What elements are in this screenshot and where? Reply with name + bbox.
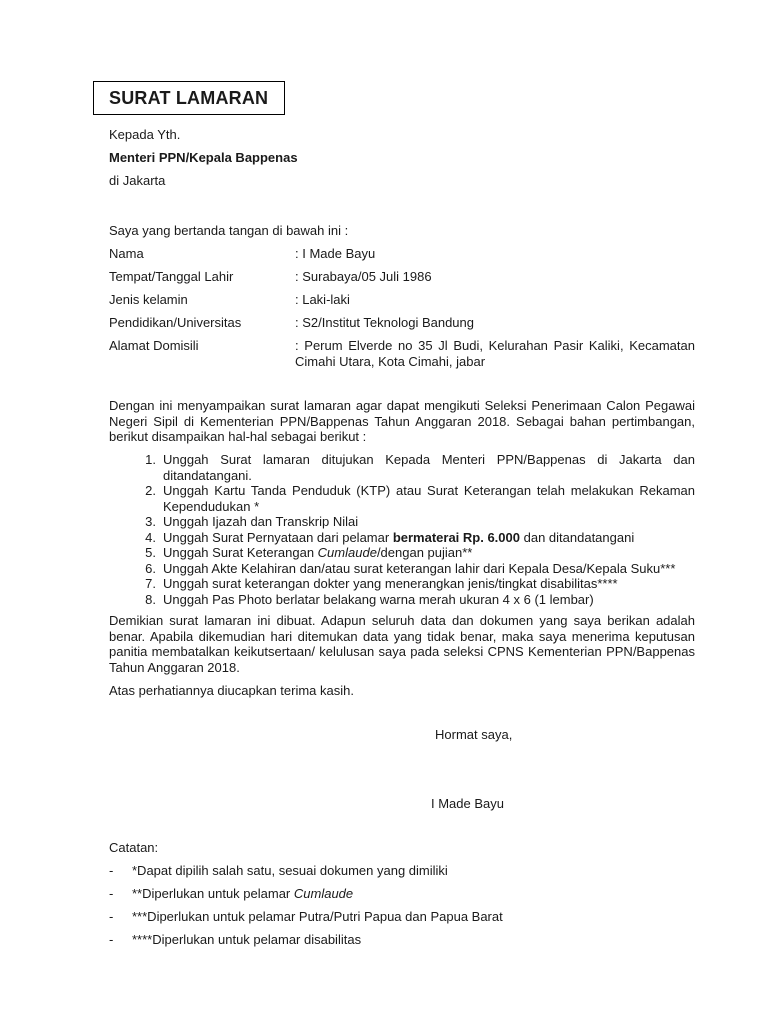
- list-item: 8. Unggah Pas Photo berlatar belakang warna merah ukuran 4 x 6 (1 lembar): [145, 591, 594, 607]
- field-label-education: Pendidikan/Universitas: [109, 315, 242, 330]
- field-value-address: : Perum Elverde no 35 Jl Budi, Kelurahan Pasir Kaliki, Kecamatan Cimahi Utara, Kota Cimahi, jabar: [295, 338, 695, 369]
- field-label-nama: Nama: [109, 246, 144, 261]
- requirements-list: [109, 452, 695, 607]
- signature-greeting: Hormat saya,: [435, 727, 513, 742]
- notes-heading: Catatan:: [109, 840, 159, 855]
- list-item: 3. Unggah Ijazah dan Transkrip Nilai: [145, 514, 359, 529]
- bold-stamp-duty: bermaterai Rp. 6.000: [392, 529, 520, 545]
- recipient-line-2: Menteri PPN/Kepala Bappenas: [109, 150, 298, 165]
- list-item: 1. Unggah Surat lamaran ditujukan Kepada Menteri PPN/Bappenas di Jakarta dan ditandatangani.: [145, 452, 695, 483]
- document-title: SURAT LAMARAN: [93, 81, 285, 115]
- field-value-education: : S2/Institut Teknologi Bandung: [295, 315, 474, 330]
- note-item: - *Dapat dipilih salah satu, sesuai dokumen yang dimiliki: [109, 863, 448, 878]
- field-label-gender: Jenis kelamin: [109, 292, 188, 307]
- list-item: 6. Unggah Akte Kelahiran dan/atau surat keterangan lahir dari Kepala Desa/Kepala Suku***: [145, 560, 676, 576]
- note-item: - **Diperlukan untuk pelamar Cumlaude: [109, 886, 354, 901]
- signature-name: I Made Bayu: [431, 796, 504, 811]
- closing-text: Atas perhatiannya diucapkan terima kasih.: [109, 683, 354, 698]
- field-value-nama: : I Made Bayu: [295, 246, 376, 261]
- list-item: 7. Unggah surat keterangan dokter yang menerangkan jenis/tingkat disabilitas****: [145, 576, 618, 591]
- field-label-ttl: Tempat/Tanggal Lahir: [109, 269, 234, 284]
- intro-text: Saya yang bertanda tangan di bawah ini :: [109, 223, 349, 238]
- italic-cumlaude: Cumlaude: [317, 545, 377, 560]
- field-value-gender: : Laki-laki: [295, 292, 350, 307]
- list-item: 4. Unggah Surat Pernyataan dari pelamar bermaterai Rp. 6.000 dan ditandatangani: [145, 529, 635, 545]
- field-value-ttl: : Surabaya/05 Juli 1986: [295, 269, 432, 284]
- note-item: - ****Diperlukan untuk pelamar disabilitas: [109, 932, 362, 947]
- paragraph-intro: Dengan ini menyampaikan surat lamaran agar dapat mengikuti Seleksi Penerimaan Calon Pegawai Negeri Sipil di Kementerian PPN/Bappenas Tahun Anggaran 2018. Sebagai bahan pertimbangan, berikut disampaikan hal-hal sebagai berikut :: [109, 398, 695, 444]
- list-item: 5. Unggah Surat Keterangan Cumlaude/dengan pujian**: [145, 545, 473, 560]
- italic-cumlaude-note: Cumlaude: [293, 886, 354, 901]
- recipient-line-1: Kepada Yth.: [109, 127, 181, 142]
- list-item: 2. Unggah Kartu Tanda Penduduk (KTP) atau Surat Keterangan telah melakukan Rekaman Kependudukan *: [145, 483, 695, 514]
- note-item: - ***Diperlukan untuk pelamar Putra/Putri Papua dan Papua Barat: [109, 909, 503, 924]
- paragraph-declaration: Demikian surat lamaran ini dibuat. Adapun seluruh data dan dokumen yang saya berikan adalah benar. Apabila dikemudian hari ditemukan data yang tidak benar, maka saya menerima keputusan panitia membatalkan keikutsertaan/ kelulusan saya pada seleksi CPNS Kementerian PPN/Bappenas Tahun Anggaran 2018.: [109, 613, 695, 675]
- field-label-address: Alamat Domisili: [109, 338, 199, 353]
- recipient-line-3: di Jakarta: [109, 173, 166, 188]
